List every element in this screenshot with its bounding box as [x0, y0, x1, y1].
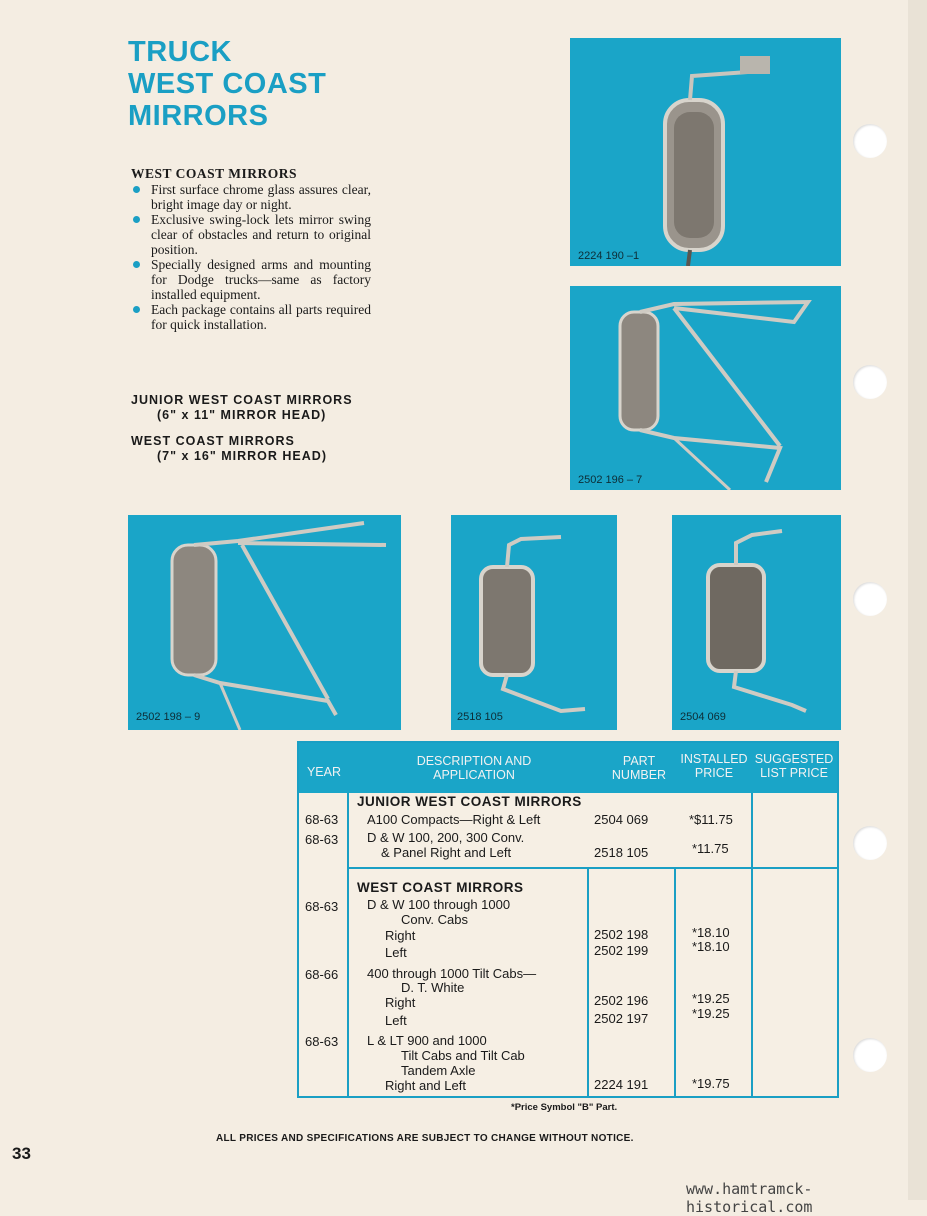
row-year: 68-63: [305, 1034, 339, 1049]
header-line: APPLICATION: [433, 768, 515, 782]
table-header: [299, 743, 837, 793]
part-number-label: 2224 190 –1: [578, 250, 640, 262]
bullet-icon: [133, 306, 140, 313]
row-description: D & W 100, 200, 300 Conv.: [367, 830, 525, 845]
header-line: SUGGESTED: [754, 752, 834, 766]
row-description: D & W 100 through 1000: [367, 897, 511, 912]
part-number-label: 2518 105: [457, 711, 503, 723]
part-number-label: 2502 198 – 9: [136, 711, 201, 723]
row-price: *19.75: [692, 1076, 730, 1091]
title-line: WEST COAST: [128, 68, 327, 100]
feature-item: [131, 182, 371, 212]
row-description: & Panel Right and Left: [381, 845, 512, 860]
header-part-number: [603, 754, 675, 782]
subhead-line: (6" x 11" MIRROR HEAD): [157, 408, 327, 422]
disclaimer: ALL PRICES AND SPECIFICATIONS ARE SUBJECT TO CHANGE WITHOUT NOTICE.: [216, 1133, 634, 1144]
column-divider: [674, 869, 676, 1096]
row-part-number: 2504 069: [594, 812, 649, 827]
column-divider: [751, 793, 753, 1096]
features-block: [131, 166, 371, 332]
header-year: YEAR: [306, 765, 342, 779]
page-edge: [908, 0, 927, 1200]
row-year: 68-63: [305, 832, 339, 847]
features-list: [131, 182, 371, 332]
row-price: *$11.75: [689, 812, 733, 827]
header-installed-price: [675, 752, 753, 780]
watermark: www.hamtramck-historical.com: [686, 1180, 813, 1216]
feature-item: [131, 302, 371, 332]
header-line: LIST PRICE: [760, 766, 828, 780]
feature-text: Each package contains all parts required for quick installation.: [151, 302, 371, 332]
binder-hole: [853, 826, 887, 860]
row-price: *19.25: [692, 1006, 730, 1021]
footnote: *Price Symbol "B" Part.: [511, 1102, 618, 1113]
row-part-number: 2224 191: [594, 1077, 649, 1092]
header-line: NUMBER: [611, 768, 667, 782]
row-description: Right: [385, 928, 416, 943]
row-part-number: 2502 196: [594, 993, 649, 1008]
row-price: *19.25: [692, 991, 730, 1006]
features-heading: WEST COAST MIRRORS: [131, 166, 298, 181]
subhead-line: JUNIOR WEST COAST MIRRORS: [131, 393, 353, 407]
section-title: WEST COAST MIRRORS: [357, 880, 524, 895]
row-price: *18.10: [692, 925, 730, 940]
title-line: MIRRORS: [128, 100, 269, 132]
row-part-number: 2502 199: [594, 943, 649, 958]
part-number-label: 2502 196 – 7: [578, 474, 643, 486]
feature-text: Specially designed arms and mounting for Dodge trucks—same as factory installed equipment.: [151, 257, 371, 302]
mirror-illustration-icon: [570, 286, 841, 490]
bullet-icon: [133, 216, 140, 223]
mirror-illustration-icon: [570, 38, 841, 266]
column-divider: [347, 793, 349, 1096]
mirror-photo: [570, 286, 841, 490]
binder-hole: [853, 1038, 887, 1072]
row-description: Right: [385, 995, 416, 1010]
part-number-label: 2504 069: [680, 711, 726, 723]
subhead-line: WEST COAST MIRRORS: [131, 434, 295, 448]
row-description: Left: [385, 945, 407, 960]
row-part-number: 2502 197: [594, 1011, 649, 1026]
feature-item: [131, 257, 371, 302]
row-description: Conv. Cabs: [401, 912, 468, 927]
mirror-illustration-icon: [451, 515, 617, 730]
row-description: Tilt Cabs and Tilt Cab: [401, 1048, 525, 1063]
row-description: L & LT 900 and 1000: [367, 1033, 487, 1048]
row-year: 68-63: [305, 899, 339, 914]
feature-text: Exclusive swing-lock lets mirror swing clear of obstacles and return to original position.: [151, 212, 371, 257]
mirror-photo: [570, 38, 841, 266]
row-description: A100 Compacts—Right & Left: [367, 812, 541, 827]
west-subhead: [131, 434, 327, 464]
header-suggested-list-price: [753, 752, 835, 780]
page-number: 33: [12, 1144, 31, 1163]
price-table: [297, 741, 839, 1098]
row-part-number: 2518 105: [594, 845, 649, 860]
mirror-illustration-icon: [672, 515, 841, 730]
mirror-photo: [672, 515, 841, 730]
feature-text: First surface chrome glass assures clear, bright image day or night.: [151, 182, 371, 212]
row-description: Tandem Axle: [401, 1063, 476, 1078]
junior-subhead: [131, 393, 353, 423]
row-year: 68-63: [305, 812, 339, 827]
page-title: [128, 36, 326, 132]
header-line: INSTALLED: [680, 752, 748, 766]
section-title: JUNIOR WEST COAST MIRRORS: [357, 794, 582, 809]
mirror-photo: [451, 515, 617, 730]
subhead-line: (7" x 16" MIRROR HEAD): [157, 449, 327, 463]
binder-hole: [853, 582, 887, 616]
section-divider: [347, 867, 837, 869]
binder-hole: [853, 365, 887, 399]
bullet-icon: [133, 261, 140, 268]
binder-hole: [853, 124, 887, 158]
title-line: TRUCK: [128, 36, 232, 68]
row-description: 400 through 1000 Tilt Cabs—: [367, 966, 537, 981]
row-description: Left: [385, 1013, 407, 1028]
row-description: D. T. White: [401, 980, 465, 995]
header-description: [369, 754, 579, 782]
row-year: 68-66: [305, 967, 339, 982]
feature-item: [131, 212, 371, 257]
header-line: PART: [622, 754, 656, 768]
header-line: DESCRIPTION AND: [416, 754, 532, 768]
mirror-photo: [128, 515, 401, 730]
bullet-icon: [133, 186, 140, 193]
row-part-number: 2502 198: [594, 927, 649, 942]
row-price: *18.10: [692, 939, 730, 954]
row-price: *11.75: [692, 841, 729, 856]
mirror-illustration-icon: [128, 515, 401, 730]
row-description: Right and Left: [385, 1078, 466, 1093]
column-divider: [587, 869, 589, 1096]
header-line: PRICE: [694, 766, 734, 780]
